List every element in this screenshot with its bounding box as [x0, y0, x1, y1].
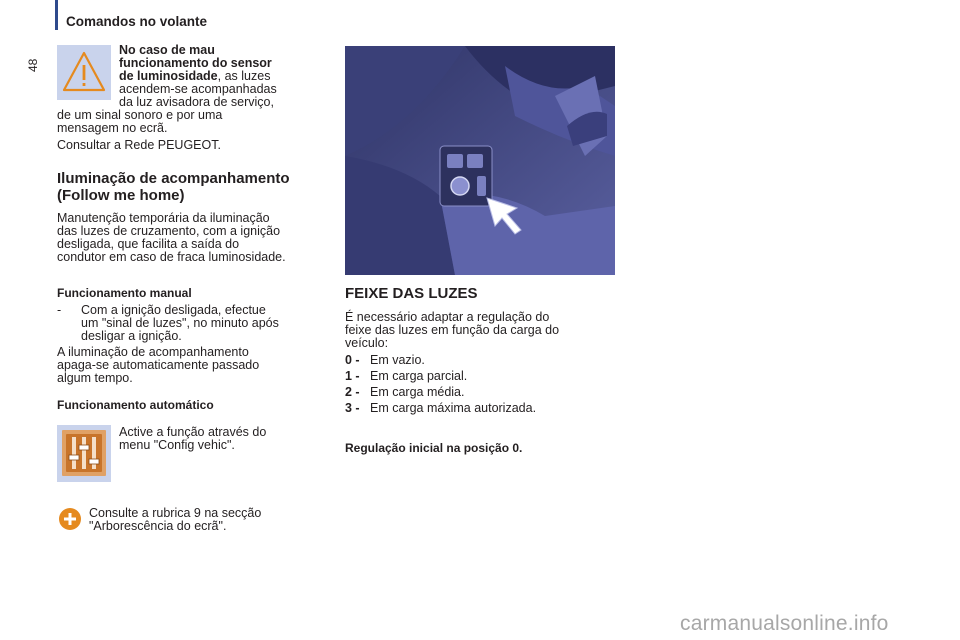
beam-title: FEIXE DAS LUZES [345, 285, 478, 302]
settings-sliders-icon [57, 425, 111, 482]
page-rule [55, 0, 58, 30]
level-item [345, 368, 625, 384]
manual-after-line: A iluminação de acompanhamento [57, 345, 249, 359]
manual-list [57, 304, 332, 343]
dashboard-illustration [345, 46, 615, 275]
intro-line: condutor em caso de fraca luminosidade. [57, 250, 286, 264]
level-number: 1 - [345, 369, 360, 383]
watermark: carmanualsonline.info [680, 612, 889, 635]
warning-icon-box [57, 45, 111, 100]
consult-text [89, 507, 329, 533]
level-text: Em vazio. [370, 353, 425, 367]
plus-circle-icon [59, 508, 81, 530]
list-dash: - [57, 303, 62, 317]
automatic-heading: Funcionamento automático [57, 398, 214, 412]
activate-text [119, 426, 329, 452]
level-text: Em carga parcial. [370, 369, 468, 383]
list-item [57, 304, 332, 343]
warning-bold-line: funcionamento do sensor [119, 56, 272, 70]
beam-intro [345, 311, 625, 350]
level-number: 2 - [345, 385, 360, 399]
follow-me-title [57, 170, 337, 204]
beam-intro-line: É necessário adaptar a regulação do [345, 310, 550, 324]
level-list [345, 352, 625, 416]
activate-line: menu "Config vehic". [119, 438, 235, 452]
warning-text [119, 44, 324, 109]
warning-bold-line: de luminosidade [119, 69, 218, 83]
consult-line: Consulte a rubrica 9 na secção [89, 506, 262, 520]
consult-peugeot: Consultar a Rede PEUGEOT. [57, 138, 221, 152]
manual-after-line: algum tempo. [57, 371, 133, 385]
warning-line: da luz avisadora de serviço, [119, 95, 274, 109]
list-item-line: Com a ignição desligada, efectue [81, 303, 266, 317]
manual-after-line: apaga-se automaticamente passado [57, 358, 260, 372]
level-item [345, 400, 625, 416]
level-item [345, 352, 625, 368]
level-number: 3 - [345, 401, 360, 415]
follow-me-intro [57, 212, 332, 264]
list-item-text [81, 304, 279, 343]
intro-line: das luzes de cruzamento, com a ignição [57, 224, 281, 238]
intro-line: Manutenção temporária da iluminação [57, 211, 270, 225]
list-item-line: desligar a ignição. [81, 329, 182, 343]
list-item-line: um "sinal de luzes", no minuto após [81, 316, 279, 330]
plus-glyph [59, 508, 81, 530]
warning-text-fragment: , as luzes [217, 69, 271, 83]
beam-intro-line: veículo: [345, 336, 389, 350]
page-number: 48 [26, 58, 40, 72]
manual-heading: Funcionamento manual [57, 286, 192, 300]
activate-line: Active a função através do [119, 425, 267, 439]
manual-after [57, 346, 332, 385]
beam-intro-line: feixe das luzes em função da carga do [345, 323, 560, 337]
level-text: Em carga máxima autorizada. [370, 401, 537, 415]
warning-line: de um sinal sonoro e por uma [57, 108, 223, 122]
warning-triangle-icon [57, 45, 111, 100]
level-number: 0 - [345, 353, 360, 367]
warning-line: acendem-se acompanhadas [119, 82, 277, 96]
level-text: Em carga média. [370, 385, 465, 399]
dashboard-photo [345, 46, 615, 275]
page-title: Comandos no volante [66, 14, 208, 29]
level-item [345, 384, 625, 400]
intro-line: desligada, que facilita a saída do [57, 237, 240, 251]
follow-me-title-line: Iluminação de acompanhamento [57, 170, 290, 187]
settings-icon-box [57, 425, 111, 482]
warning-bold-line: No caso de mau [119, 43, 215, 57]
follow-me-title-line: (Follow me home) [57, 187, 185, 204]
warning-continuation [57, 109, 327, 135]
consult-line: "Arborescência do ecrã". [89, 519, 227, 533]
initial-setting: Regulação inicial na posição 0. [345, 441, 523, 455]
warning-line: mensagem no ecrã. [57, 121, 168, 135]
